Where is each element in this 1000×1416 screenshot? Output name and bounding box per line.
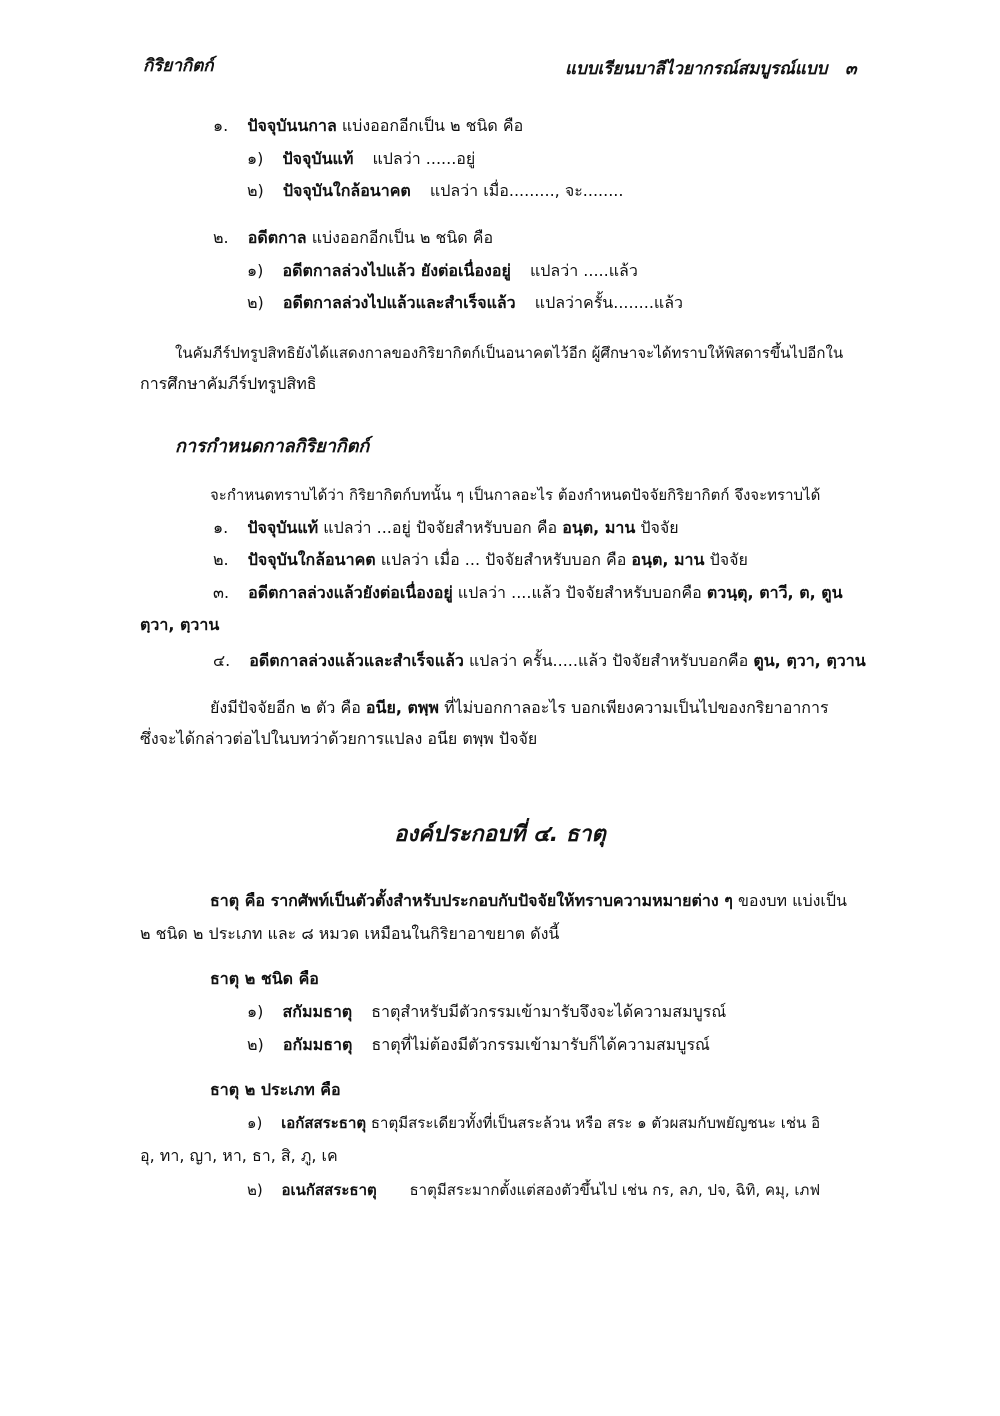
running-header-right: แบบเรียนบาลีไวยากรณ์สมบูรณ์แบบ [565, 59, 828, 79]
determination-item-3 [213, 582, 843, 604]
item-number: ๑. [213, 116, 229, 135]
item-number: ๑) [247, 149, 264, 168]
item-number: ๓. [213, 583, 230, 602]
tense-desc: แบ่งออกอีกเป็น ๒ ชนิด คือ [311, 228, 494, 247]
dhatu-definition: ธาตุ คือ รากศัพท์เป็นตัวตั้งสำหรับประกอบกับปัจจัยให้ทราบความหมายต่าง ๆ [210, 891, 733, 910]
suffix-tail: ปัจจัย [640, 518, 679, 537]
running-header-left: กิริยากิตก์ [143, 56, 214, 76]
tense-desc: แปลว่า ......อยู่ [372, 149, 476, 168]
tense-desc: แบ่งออกอีกเป็น ๒ ชนิด คือ [341, 116, 524, 135]
extra-text: ที่ไม่บอกกาลอะไร บอกเพียงความเป็นไปของกริยาอาการ [444, 698, 829, 717]
item-number: ๒) [247, 1181, 263, 1199]
extra-suffix-line-2: ซึ่งจะได้กล่าวต่อไปในบทว่าด้วยการแปลง อนีย ตพฺพ ปัจจัย [140, 729, 538, 748]
tense-present [213, 115, 523, 137]
suffix-list: ตวนฺตุ, ตาวี, ต, ตูน [706, 583, 843, 602]
tense-past-sub-2 [247, 292, 683, 314]
item-number: ๑) [247, 1002, 264, 1021]
dhatu-definition-rest: ของบท แบ่งเป็น [737, 891, 847, 910]
suffix-tail: ปัจจัย [709, 550, 748, 569]
dhatu-intro-line-2: ๒ ชนิด ๒ ประเภท และ ๘ หมวด เหมือนในกิริยาอาขยาต ดังนี้ [140, 924, 560, 943]
section-heading: การกำหนดกาลกิริยากิตก์ [175, 436, 370, 457]
tense-desc: แปลว่า ...อยู่ ปัจจัยสำหรับบอก คือ [323, 518, 558, 537]
dhatu-type-1-cont: อุ, ทา, ญา, หา, ธา, สิ, ภู, เค [140, 1146, 338, 1165]
tense-present-sub-1 [247, 148, 475, 170]
dhatu-kind-2 [247, 1034, 710, 1056]
tense-name: ปัจจุบันใกล้อนาคต [282, 181, 411, 200]
item-number: ๒. [213, 550, 229, 569]
chapter-title: องค์ประกอบที่ ๔. ธาตุ [394, 822, 606, 847]
tense-name: อดีตกาลล่วงแล้วยังต่อเนื่องอยู่ [248, 583, 453, 602]
determination-item-3-cont: ตฺวา, ตฺวาน [140, 615, 220, 634]
item-number: ๑) [247, 1114, 263, 1132]
extra-suffix-line-1 [210, 697, 829, 719]
extra-text: ยังมีปัจจัยอีก ๒ ตัว คือ [210, 698, 361, 717]
dhatu-name: อกัมมธาตุ [282, 1035, 353, 1054]
tense-name: อดีตกาลล่วงไปแล้ว ยังต่อเนื่องอยู่ [282, 261, 511, 280]
determination-item-2 [213, 549, 748, 571]
tense-desc: แปลว่า ....แล้ว ปัจจัยสำหรับบอกคือ [457, 583, 702, 602]
tense-name: อดีตกาลล่วงแล้วและสำเร็จแล้ว [249, 651, 464, 670]
tense-desc: แปลว่า เมื่อ ... ปัจจัยสำหรับบอก คือ [380, 550, 627, 569]
tense-desc: แปลว่า ครั้น.....แล้ว ปัจจัยสำหรับบอกคือ [468, 651, 749, 670]
dhatu-desc: ธาตุที่ไม่ต้องมีตัวกรรมเข้ามารับก็ได้ความสมบูรณ์ [371, 1035, 710, 1054]
dhatu-desc: ธาตุมีสระเดียวทั้งที่เป็นสระล้วน หรือ สระ ๑ ตัวผสมกับพยัญชนะ เช่น อิ [370, 1114, 821, 1132]
section-intro: จะกำหนดทราบได้ว่า กิริยากิตก์บทนั้น ๆ เป็นกาลอะไร ต้องกำหนดปัจจัยกิริยากิตก์ จึงจะทราบได้ [210, 486, 821, 504]
dhatu-intro-line-1 [210, 890, 847, 912]
dhatu-desc: ธาตุสำหรับมีตัวกรรมเข้ามารับจึงจะได้ความสมบูรณ์ [371, 1002, 727, 1021]
tense-past [213, 227, 493, 249]
suffix-list: ตูน, ตฺวา, ตฺวาน [753, 651, 866, 670]
tense-past-sub-1 [247, 260, 638, 282]
tense-desc: แปลว่าครั้น........แล้ว [534, 293, 684, 312]
suffix-list: อนฺต, มาน [631, 550, 705, 569]
tense-name: ปัจจุบันแท้ [247, 518, 319, 537]
determination-item-4 [213, 650, 866, 672]
dhatu-name: สกัมมธาตุ [282, 1002, 353, 1021]
item-number: ๒. [213, 228, 229, 247]
tense-name: ปัจจุบันแท้ [282, 149, 354, 168]
tense-present-sub-2 [247, 180, 623, 202]
page-number: ๓ [845, 59, 857, 79]
dhatu-type-2 [247, 1179, 820, 1201]
dhatu-types-heading: ธาตุ ๒ ประเภท คือ [210, 1080, 341, 1099]
dhatu-name: อเนกัสสระธาตุ [281, 1181, 377, 1199]
item-number: ๒) [247, 181, 264, 200]
determination-item-1 [213, 517, 679, 539]
tense-name: ปัจจุบันใกล้อนาคต [247, 550, 376, 569]
note-paragraph-line-1: ในคัมภีร์ปทรูปสิทธิยังได้แสดงกาลของกิริยากิตก์เป็นอนาคตไว้อีก ผู้ศึกษาจะได้ทราบให้พิสดารขึ้นไปอีกใน [175, 344, 844, 362]
dhatu-desc: ธาตุมีสระมากตั้งแต่สองตัวขึ้นไป เช่น กร, ลภ, ปจ, ฉิทิ, คมุ, เภฟ [409, 1181, 821, 1199]
suffix-list: อนฺต, มาน [562, 518, 636, 537]
dhatu-kind-1 [247, 1001, 726, 1023]
tense-name: ปัจจุบันนกาล [247, 116, 337, 135]
tense-desc: แปลว่า เมื่อ........., จะ........ [429, 181, 624, 200]
dhatu-kinds-heading: ธาตุ ๒ ชนิด คือ [210, 969, 319, 988]
dhatu-name: เอกัสสระธาตุ [281, 1114, 367, 1132]
tense-name: อดีตกาลล่วงไปแล้วและสำเร็จแล้ว [282, 293, 516, 312]
item-number: ๒) [247, 293, 264, 312]
tense-name: อดีตกาล [247, 228, 307, 247]
item-number: ๔. [213, 651, 231, 670]
note-paragraph-line-2: การศึกษาคัมภีร์ปทรูปสิทธิ [140, 374, 317, 393]
tense-desc: แปลว่า .....แล้ว [529, 261, 638, 280]
suffix-list: อนีย, ตพฺพ [365, 698, 439, 717]
item-number: ๒) [247, 1035, 264, 1054]
item-number: ๑) [247, 261, 264, 280]
item-number: ๑. [213, 518, 229, 537]
dhatu-type-1 [247, 1112, 820, 1134]
